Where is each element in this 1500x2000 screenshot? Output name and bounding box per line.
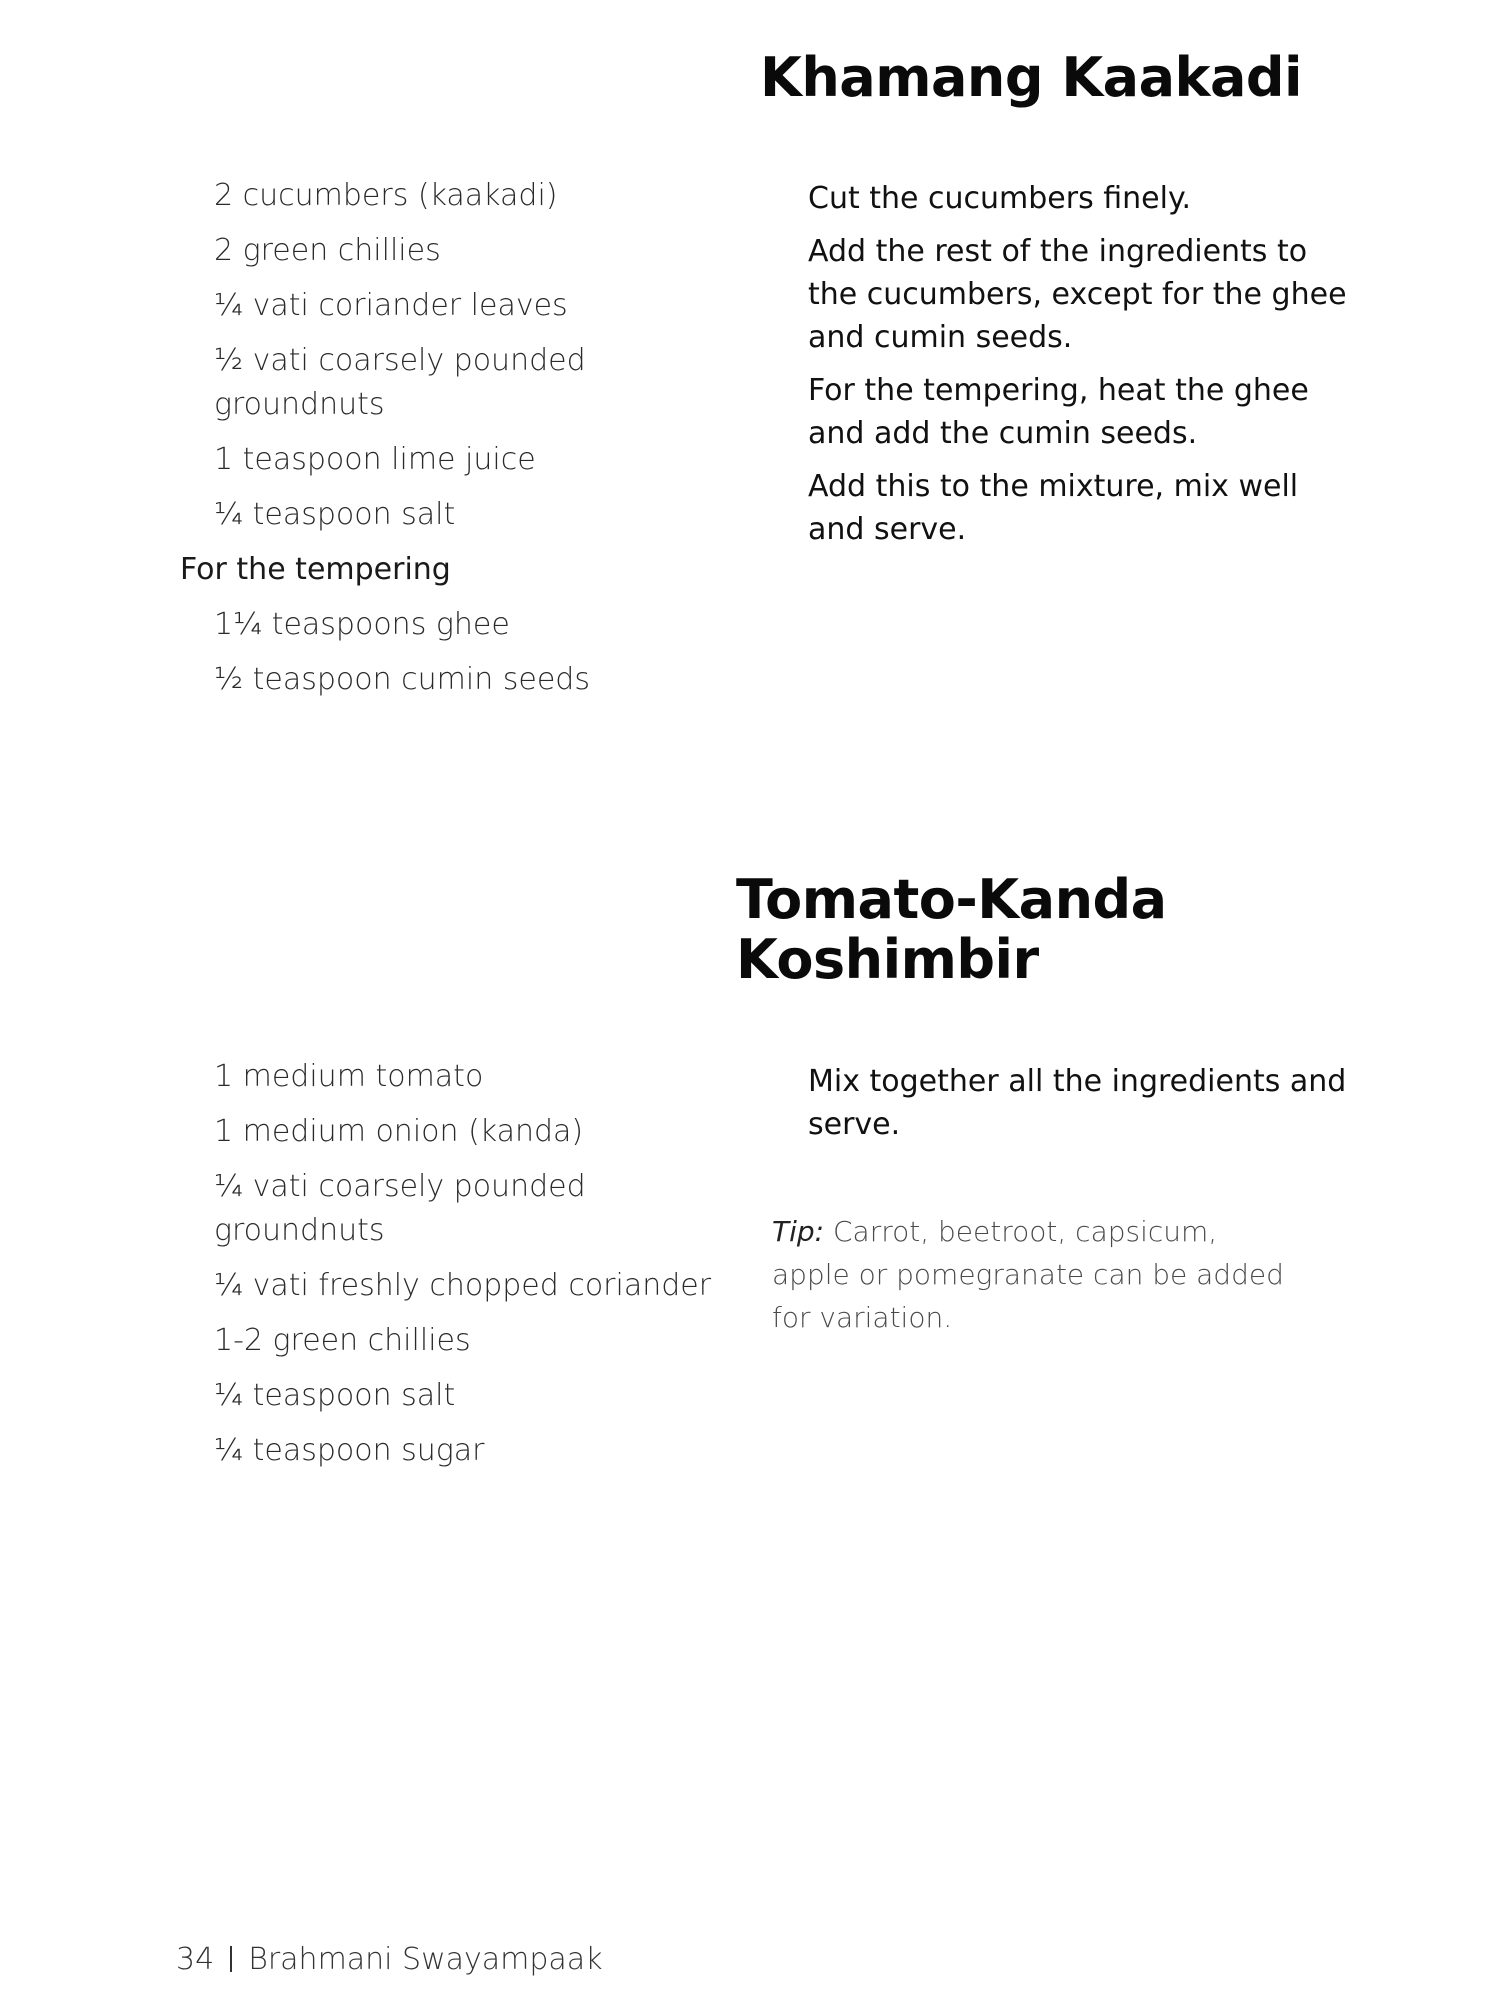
method-step: Mix together all the ingredients and serve. (808, 1064, 1347, 1142)
ingredient-item: 1-2 green chillies (214, 1323, 471, 1358)
ingredient-item: ¼ vati freshly chopped coriander (214, 1268, 712, 1303)
tip-text: Carrot, beetroot, capsicum, apple or pomegranate can be added for variation. (772, 1215, 1284, 1334)
page-footer (176, 1940, 603, 1980)
ingredient-list-tomato-kanda-koshimbir (180, 1055, 720, 1484)
method-step: Add this to the mixture, mix well and serve. (808, 469, 1299, 547)
method-khamang-kaakadi (808, 177, 1348, 561)
ingredient-list-khamang-kaakadi (180, 174, 720, 713)
ingredient-item: ¼ teaspoon salt (214, 1378, 456, 1413)
book-title: Brahmani Swayampaak (248, 1942, 603, 1977)
ingredient-item: ½ vati coarsely pounded groundnuts (214, 343, 586, 422)
ingredient-item: 2 cucumbers (kaakadi) (214, 178, 558, 213)
ingredient-item: 2 green chillies (214, 233, 441, 268)
tip-note (772, 1210, 1292, 1339)
ingredient-item: ¼ teaspoon sugar (214, 1433, 485, 1468)
tip-label: Tip: (772, 1215, 825, 1248)
ingredient-item: 1 teaspoon lime juice (214, 442, 536, 477)
method-step: Add the rest of the ingredients to the cucumbers, except for the ghee and cumin seeds. (808, 234, 1347, 355)
recipe-title-khamang-kaakadi: Khamang Kaakadi (760, 46, 1303, 109)
method-tomato-kanda-koshimbir (808, 1060, 1348, 1156)
method-step: For the tempering, heat the ghee and add the cumin seeds. (808, 373, 1309, 451)
ingredient-item: 1 medium tomato (214, 1059, 484, 1094)
tempering-item: 1¼ teaspoons ghee (214, 607, 510, 642)
page-number: 34 (176, 1942, 215, 1977)
ingredient-item: ¼ vati coriander leaves (214, 288, 568, 323)
tempering-heading: For the tempering (180, 552, 451, 587)
ingredient-item: ¼ teaspoon salt (214, 497, 456, 532)
tempering-item: ½ teaspoon cumin seeds (214, 662, 590, 697)
ingredient-item: ¼ vati coarsely pounded groundnuts (214, 1169, 586, 1248)
method-step: Cut the cucumbers finely. (808, 181, 1191, 216)
recipe-title-tomato-kanda-koshimbir (736, 870, 1167, 990)
footer-separator (230, 1946, 232, 1972)
recipe-title-line: Tomato-Kanda (736, 868, 1167, 931)
recipe-title-line: Koshimbir (736, 928, 1039, 991)
ingredient-item: 1 medium onion (kanda) (214, 1114, 584, 1149)
